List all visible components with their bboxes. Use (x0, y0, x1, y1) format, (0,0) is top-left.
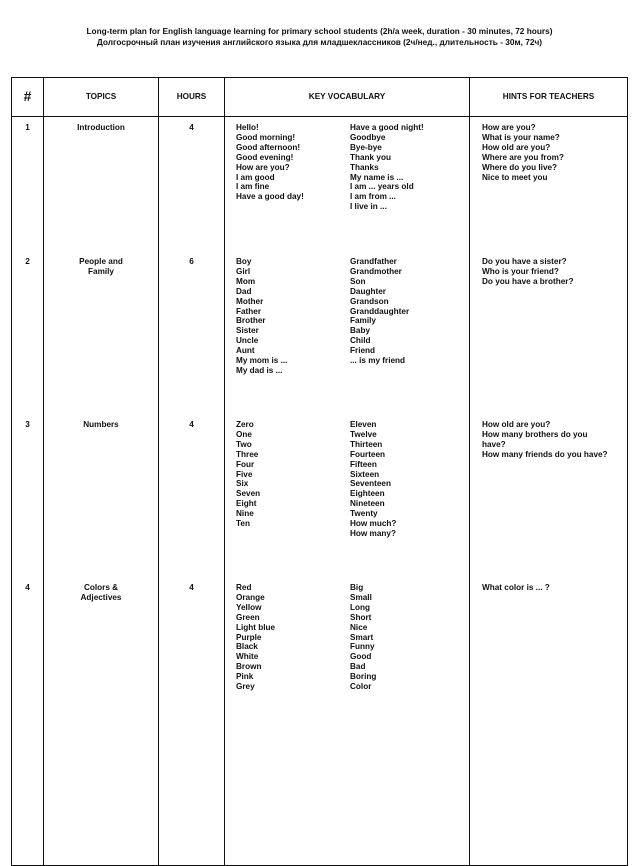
vocab-item: Hello! (236, 123, 259, 132)
vocab-item: Three (236, 449, 259, 459)
column-header-topics: TOPICS (44, 78, 159, 117)
vocab-item: My name is ... (350, 172, 404, 182)
vocab-item: Girl (236, 266, 251, 276)
row-number: 1 (12, 117, 44, 252)
vocab-item: White (236, 652, 259, 662)
hint-item: How old are you? (482, 420, 551, 429)
vocab-item: Bye-bye (350, 142, 382, 152)
vocab-item: ... is my friend (350, 356, 406, 366)
vocabulary-cell (225, 117, 470, 252)
vocab-item: Smart (350, 632, 374, 642)
vocab-item: One (236, 429, 252, 439)
vocab-item: Zero (236, 420, 254, 429)
vocabulary-right-column (350, 583, 464, 692)
vocab-item: Have a good night! (350, 123, 424, 132)
vocab-item: I am good (236, 172, 275, 182)
vocab-item: Nine (236, 509, 254, 519)
vocab-item: Small (350, 592, 372, 602)
hints-cell (470, 117, 628, 252)
vocab-item: Brother (236, 316, 266, 326)
vocab-item: Big (350, 583, 364, 592)
vocab-item: Yellow (236, 602, 262, 612)
vocab-item: Fifteen (350, 459, 377, 469)
vocab-item: Thank you (350, 152, 391, 162)
hours-cell: 4 (159, 577, 225, 866)
vocab-item: Seventeen (350, 479, 391, 489)
column-header-hints: HINTS FOR TEACHERS (470, 78, 628, 117)
topic-name: Introduction (77, 123, 125, 132)
vocab-item: Aunt (236, 346, 255, 356)
vocab-item: How are you? (236, 162, 290, 172)
vocab-item: Grey (236, 682, 255, 692)
vocab-item: Son (350, 276, 366, 286)
vocab-item: Boy (236, 257, 252, 266)
hours-cell: 4 (159, 117, 225, 252)
vocab-item: Color (350, 682, 372, 692)
vocab-item: Grandmother (350, 266, 402, 276)
row-number: 2 (12, 251, 44, 414)
vocab-item: Brown (236, 662, 262, 672)
vocab-item: Sixteen (350, 469, 380, 479)
hint-item: Do you have a sister? (482, 257, 567, 266)
vocab-item: Two (236, 439, 252, 449)
vocab-item: Six (236, 479, 249, 489)
row-number: 4 (12, 577, 44, 866)
vocab-item: I am fine (236, 182, 270, 192)
vocab-item: Good afternoon! (236, 142, 301, 152)
vocabulary-left-column (236, 583, 350, 692)
vocab-item: Light blue (236, 622, 276, 632)
table-header-row (12, 78, 628, 117)
vocab-item: Granddaughter (350, 306, 410, 316)
vocabulary-left-column (236, 420, 350, 539)
vocab-item: Eleven (350, 420, 377, 429)
vocab-item: Goodbye (350, 132, 386, 142)
topic-cell (44, 577, 159, 866)
vocab-item: Purple (236, 632, 262, 642)
vocabulary-left-column (236, 257, 350, 376)
vocabulary-right-column (350, 123, 464, 212)
vocab-item: Good (350, 652, 372, 662)
topic-name: Colors & (83, 583, 119, 592)
vocab-item: Grandson (350, 296, 389, 306)
vocabulary-left-column (236, 123, 350, 212)
vocabulary-right-column (350, 257, 464, 376)
vocab-item: My dad is ... (236, 365, 283, 375)
vocab-item: Nineteen (350, 499, 385, 509)
topic-cell (44, 251, 159, 414)
topic-name: Family (88, 266, 114, 276)
vocab-item: Bad (350, 662, 366, 672)
vocab-item: Uncle (236, 336, 259, 346)
vocabulary-cell (225, 577, 470, 866)
title-russian: Долгосрочный план изучения английского языка для младшеклассников (2ч/нед., длительность - 30м, 72ч) (96, 37, 543, 47)
vocab-item: Nice (350, 622, 368, 632)
vocab-item: My mom is ... (236, 356, 288, 366)
hint-item: What color is ... ? (482, 583, 550, 592)
vocab-item: Child (350, 336, 371, 346)
hint-item: How many friends do you have? (482, 449, 608, 459)
hints-cell (470, 577, 628, 866)
hint-item: Where are you from? (482, 152, 564, 162)
topic-name: People and (79, 257, 123, 266)
table-row (12, 251, 628, 414)
vocab-item: Daughter (350, 286, 386, 296)
vocab-item: Black (236, 642, 258, 652)
vocabulary-right-column (350, 420, 464, 539)
vocab-item: Ten (236, 519, 250, 529)
vocab-item: Funny (350, 642, 375, 652)
vocab-item: Fourteen (350, 449, 386, 459)
hint-item: Nice to meet you (482, 172, 548, 182)
hours-cell: 6 (159, 251, 225, 414)
vocab-item: Friend (350, 346, 376, 356)
vocab-item: How much? (350, 519, 397, 529)
vocab-item: Green (236, 612, 260, 622)
hint-item: How old are you? (482, 142, 551, 152)
vocab-item: Orange (236, 592, 265, 602)
vocab-item: Grandfather (350, 257, 397, 266)
column-header-hours: HOURS (159, 78, 225, 117)
vocab-item: Thanks (350, 162, 379, 172)
vocab-item: Baby (350, 326, 371, 336)
vocab-item: Mom (236, 276, 256, 286)
vocab-item: Dad (236, 286, 252, 296)
column-header-number: # (12, 78, 44, 117)
vocab-item: Short (350, 612, 372, 622)
vocab-item: Four (236, 459, 255, 469)
vocab-item: Pink (236, 672, 254, 682)
vocab-item: Family (350, 316, 376, 326)
document-header (0, 26, 639, 48)
hint-item: How are you? (482, 123, 536, 132)
table-row (12, 577, 628, 866)
hints-cell (470, 251, 628, 414)
vocab-item: Boring (350, 672, 377, 682)
hint-item: Do you have a brother? (482, 276, 574, 286)
topic-name: Numbers (83, 420, 119, 429)
vocab-item: Mother (236, 296, 264, 306)
vocab-item: Red (236, 583, 252, 592)
vocab-item: Long (350, 602, 371, 612)
vocabulary-cell (225, 251, 470, 414)
vocab-item: Five (236, 469, 253, 479)
vocab-item: Good morning! (236, 132, 296, 142)
table-row (12, 414, 628, 577)
vocab-item: Father (236, 306, 262, 316)
vocab-item: Twenty (350, 509, 378, 519)
vocab-item: Thirteen (350, 439, 383, 449)
hints-cell (470, 414, 628, 577)
vocab-item: I am from ... (350, 192, 396, 202)
vocab-item: How many? (350, 528, 396, 538)
vocab-item: Eight (236, 499, 257, 509)
hint-item: How many brothers do you have? (482, 429, 588, 449)
vocab-item: Sister (236, 326, 259, 336)
hint-item: Who is your friend? (482, 266, 559, 276)
vocab-item: Twelve (350, 429, 377, 439)
hours-cell: 4 (159, 414, 225, 577)
title-english: Long-term plan for English language learning for primary school students (2h/a week, duration - 30 minutes, 72 hours) (86, 26, 553, 36)
vocab-item: Eighteen (350, 489, 385, 499)
row-number: 3 (12, 414, 44, 577)
topic-cell (44, 414, 159, 577)
vocabulary-cell (225, 414, 470, 577)
column-header-key-vocabulary: KEY VOCABULARY (225, 78, 470, 117)
vocab-item: Seven (236, 489, 261, 499)
plan-table (11, 77, 628, 866)
vocab-item: Good evening! (236, 152, 294, 162)
hint-item: Where do you live? (482, 162, 558, 172)
table-row (12, 117, 628, 252)
topic-cell (44, 117, 159, 252)
vocab-item: I am ... years old (350, 182, 414, 192)
hint-item: What is your name? (482, 132, 560, 142)
vocab-item: Have a good day! (236, 192, 304, 202)
vocab-item: I live in ... (350, 202, 387, 212)
topic-name: Adjectives (80, 592, 122, 602)
